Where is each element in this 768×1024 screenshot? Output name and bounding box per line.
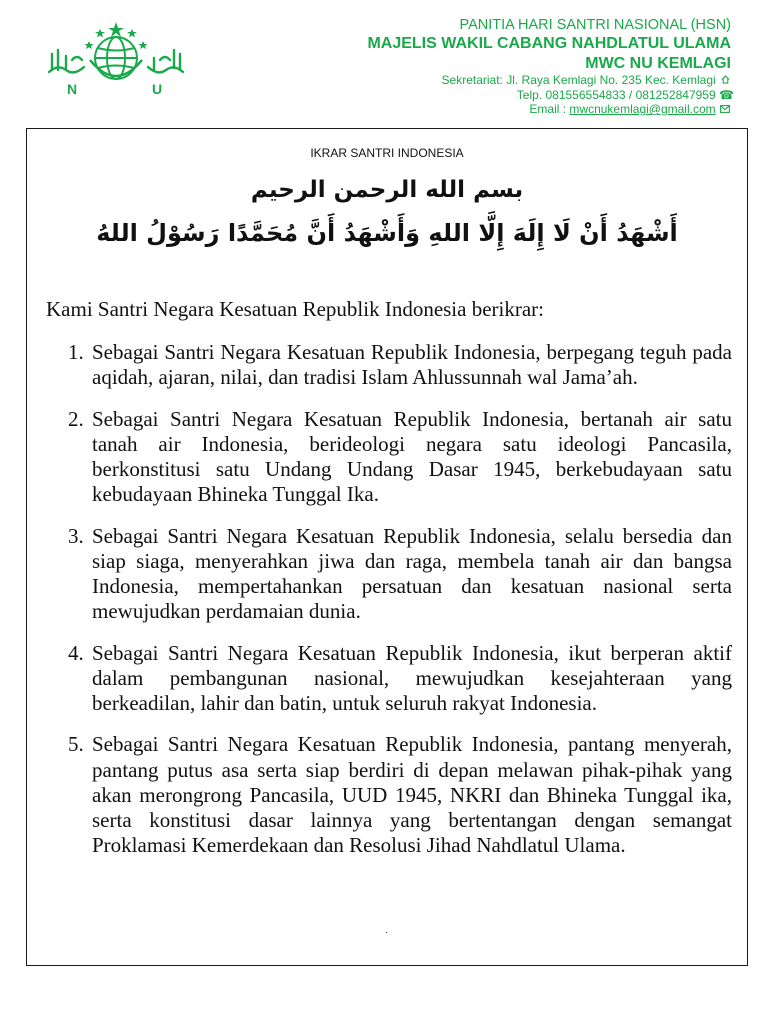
pledge-text: Sebagai Santri Negara Kesatuan Republik Indonesia, selalu bersedia dan siap siaga, menyerahkan jiwa dan raga, membela tanah air dan bangsa Indonesia, mempertahankan persatuan dan kesatuan nasional serta mewujudkan perdamaian dunia. bbox=[92, 523, 732, 624]
pledge-text: Sebagai Santri Negara Kesatuan Republik Indonesia, bertanah air satu tanah air Indonesia, berideologi negara satu ideologi Pancasila, berkonstitusi satu Undang Undang Dasar 1945, berkebudayaan satu kebudayaan Bhineka Tunggal Ika. bbox=[92, 406, 732, 507]
pledge-item bbox=[46, 732, 732, 858]
pledge-intro: Kami Santri Negara Kesatuan Republik Indonesia berikrar: bbox=[46, 297, 545, 321]
end-mark: . bbox=[385, 925, 388, 936]
pledge-item bbox=[46, 407, 732, 508]
letterhead-text bbox=[211, 16, 734, 117]
pledge-item bbox=[46, 524, 732, 625]
committee-name: PANITIA HARI SANTRI NASIONAL (HSN) bbox=[459, 17, 731, 33]
phone-icon: ☎ bbox=[719, 87, 734, 102]
email-line bbox=[211, 102, 731, 117]
logo-letter-n: N bbox=[66, 81, 78, 97]
pledge-text: Sebagai Santri Negara Kesatuan Republik Indonesia, ikut berperan aktif dalam pembangunan nasional, mewujudkan kesejahteraan yang berkeadilan, lahir dan batin, untuk seluruh rakyat Indonesia. bbox=[92, 640, 732, 715]
secretariat-text: Sekretariat: Jl. Raya Kemlagi No. 235 Kec. Kemlagi bbox=[441, 73, 716, 87]
basmalah: بسم الله الرحمن الرحيم bbox=[250, 177, 524, 203]
branch-name: MWC NU KEMLAGI bbox=[585, 55, 731, 72]
document-frame bbox=[26, 128, 748, 966]
letterhead bbox=[0, 0, 768, 122]
home-icon bbox=[719, 73, 731, 88]
email-link[interactable]: mwcnukemlagi@gmail.com bbox=[569, 102, 716, 116]
logo-letter-u: U bbox=[151, 81, 163, 97]
pledge-text: Sebagai Santri Negara Kesatuan Republik Indonesia, berpegang teguh pada aqidah, ajaran, nilai, dan tradisi Islam Ahlussunnah wal Jama’ah. bbox=[92, 340, 732, 390]
pledge-item bbox=[46, 641, 732, 717]
pledge-number: 2. bbox=[68, 406, 84, 431]
secretariat-address bbox=[211, 73, 731, 88]
pledge-number: 1. bbox=[68, 340, 84, 364]
phone-text: Telp. 081556554833 / 081252847959 bbox=[516, 87, 716, 102]
shahada: أَشْهَدُ أَنْ لَا إِلَهَ إِلَّا اللهِ وَأَشْهَدُ أَنَّ مُحَمَّدًا رَسُوْلُ اللهُ bbox=[96, 219, 678, 247]
nu-logo bbox=[44, 20, 188, 100]
pledge-number: 4. bbox=[68, 640, 84, 665]
envelope-icon bbox=[719, 102, 731, 117]
pledge-text: Sebagai Santri Negara Kesatuan Republik Indonesia, pantang menyerah, pantang putus asa serta siap berdiri di depan melawan pihak-pihak yang akan merongrong Pancasila, UUD 1945, NKRI dan Bhineka Tunggal ika, serta konstitusi dasar lainnya yang bertentangan dengan semangat Proklamasi Kemerdekaan dan Resolusi Jihad Nahdlatul Ulama. bbox=[92, 732, 732, 858]
pledge-list bbox=[46, 340, 732, 875]
document-title: IKRAR SANTRI INDONESIA bbox=[310, 146, 464, 160]
pledge-number: 3. bbox=[68, 523, 84, 548]
phone-line bbox=[211, 87, 734, 103]
pledge-item bbox=[46, 340, 732, 390]
organization-name: MAJELIS WAKIL CABANG NAHDLATUL ULAMA bbox=[367, 35, 731, 52]
pledge-number: 5. bbox=[68, 732, 84, 757]
email-label: Email : bbox=[529, 102, 570, 116]
